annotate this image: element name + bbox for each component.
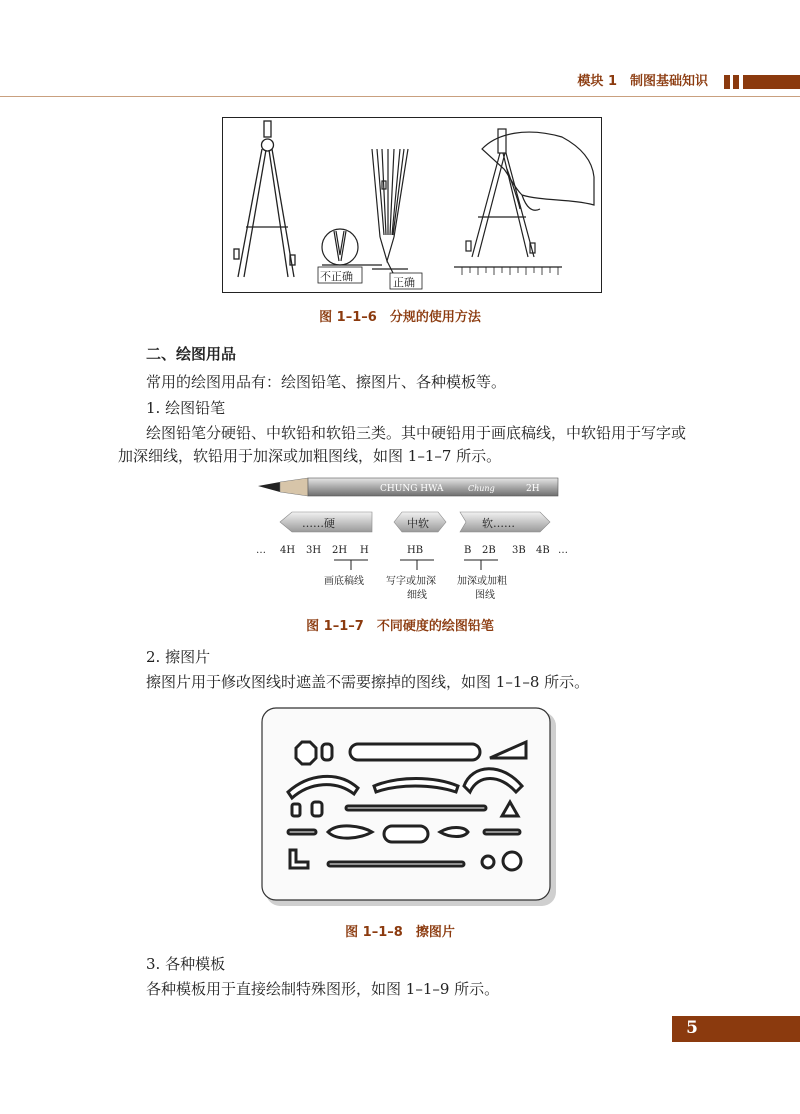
usage-labels [324,574,507,601]
figure-caption-1-1-7: 图 1–1–7 不同硬度的绘图铅笔 [306,619,494,634]
chapter-title: 模块 1 制图基础知识 [577,74,708,89]
usage-medium-line2: 细线 [407,590,427,601]
tag-medium: 中软 [407,517,429,530]
scale-item: 2B [482,545,496,556]
label-incorrect: 不正确 [320,270,353,283]
subheading-templates: 3. 各种模板 [146,955,226,973]
page-number-box [672,1016,800,1042]
templates-paragraph: 各种模板用于直接绘制特殊图形，如图 1–1–9 所示。 [146,980,500,998]
page-number: 5 [686,1018,698,1038]
pencil-paragraph-line1: 绘图铅笔分硬铅、中软铅和软铅三类。其中硬铅用于画底稿线，中软铅用于写字或 [146,424,687,442]
usage-soft-line1: 加深或加粗 [457,576,507,587]
scale-item: 3H [306,545,322,556]
label-correct: 正确 [393,276,415,289]
scale-item: 2H [332,545,348,556]
figure-divider-usage [222,117,602,293]
pencil-grade: 2H [526,484,540,494]
section-intro: 常用的绘图用品有：绘图铅笔、擦图片、各种模板等。 [146,373,507,391]
figure-caption-1-1-6: 图 1–1–6 分规的使用方法 [319,310,481,325]
pencil-illustration [258,478,558,496]
subheading-pencil: 1. 绘图铅笔 [146,399,226,417]
section-heading: 二、绘图用品 [146,345,237,363]
hardness-scale [256,545,568,556]
scale-item: 4B [536,545,550,556]
pencil-brand: CHUNG HWA [380,484,444,494]
usage-hard: 画底稿线 [324,576,364,587]
pencil-paragraph-line2: 加深细线，软铅用于加深或加粗图线，如图 1–1–7 所示。 [118,447,502,465]
tag-hard: ……硬 [302,517,335,530]
tag-soft: 软…… [482,517,515,530]
scale-item: H [360,545,369,556]
scale-item: … [256,545,266,556]
scale-brackets [334,560,498,570]
figure-eraser-shield [258,706,558,906]
scale-item: … [558,545,568,556]
eraser-shield-paragraph: 擦图片用于修改图线时遮盖不需要擦掉的图线，如图 1–1–8 所示。 [146,673,590,691]
usage-soft-line2: 图线 [475,590,495,601]
hardness-tags [280,512,550,532]
running-header [0,72,800,92]
scale-item: HB [407,545,424,556]
header-bar-3 [743,75,800,89]
header-rule [0,96,800,97]
usage-medium-line1: 写字或加深 [386,576,436,587]
pencil-script: Chung [468,484,495,493]
scale-item: 3B [512,545,526,556]
figure-caption-1-1-8: 图 1–1–8 擦图片 [345,925,455,940]
subheading-eraser-shield: 2. 擦图片 [146,648,211,666]
header-bar-2 [733,75,739,89]
figure-pencil-hardness [250,472,570,608]
header-bar-1 [724,75,730,89]
scale-item: B [464,545,472,556]
scale-item: 4H [280,545,296,556]
